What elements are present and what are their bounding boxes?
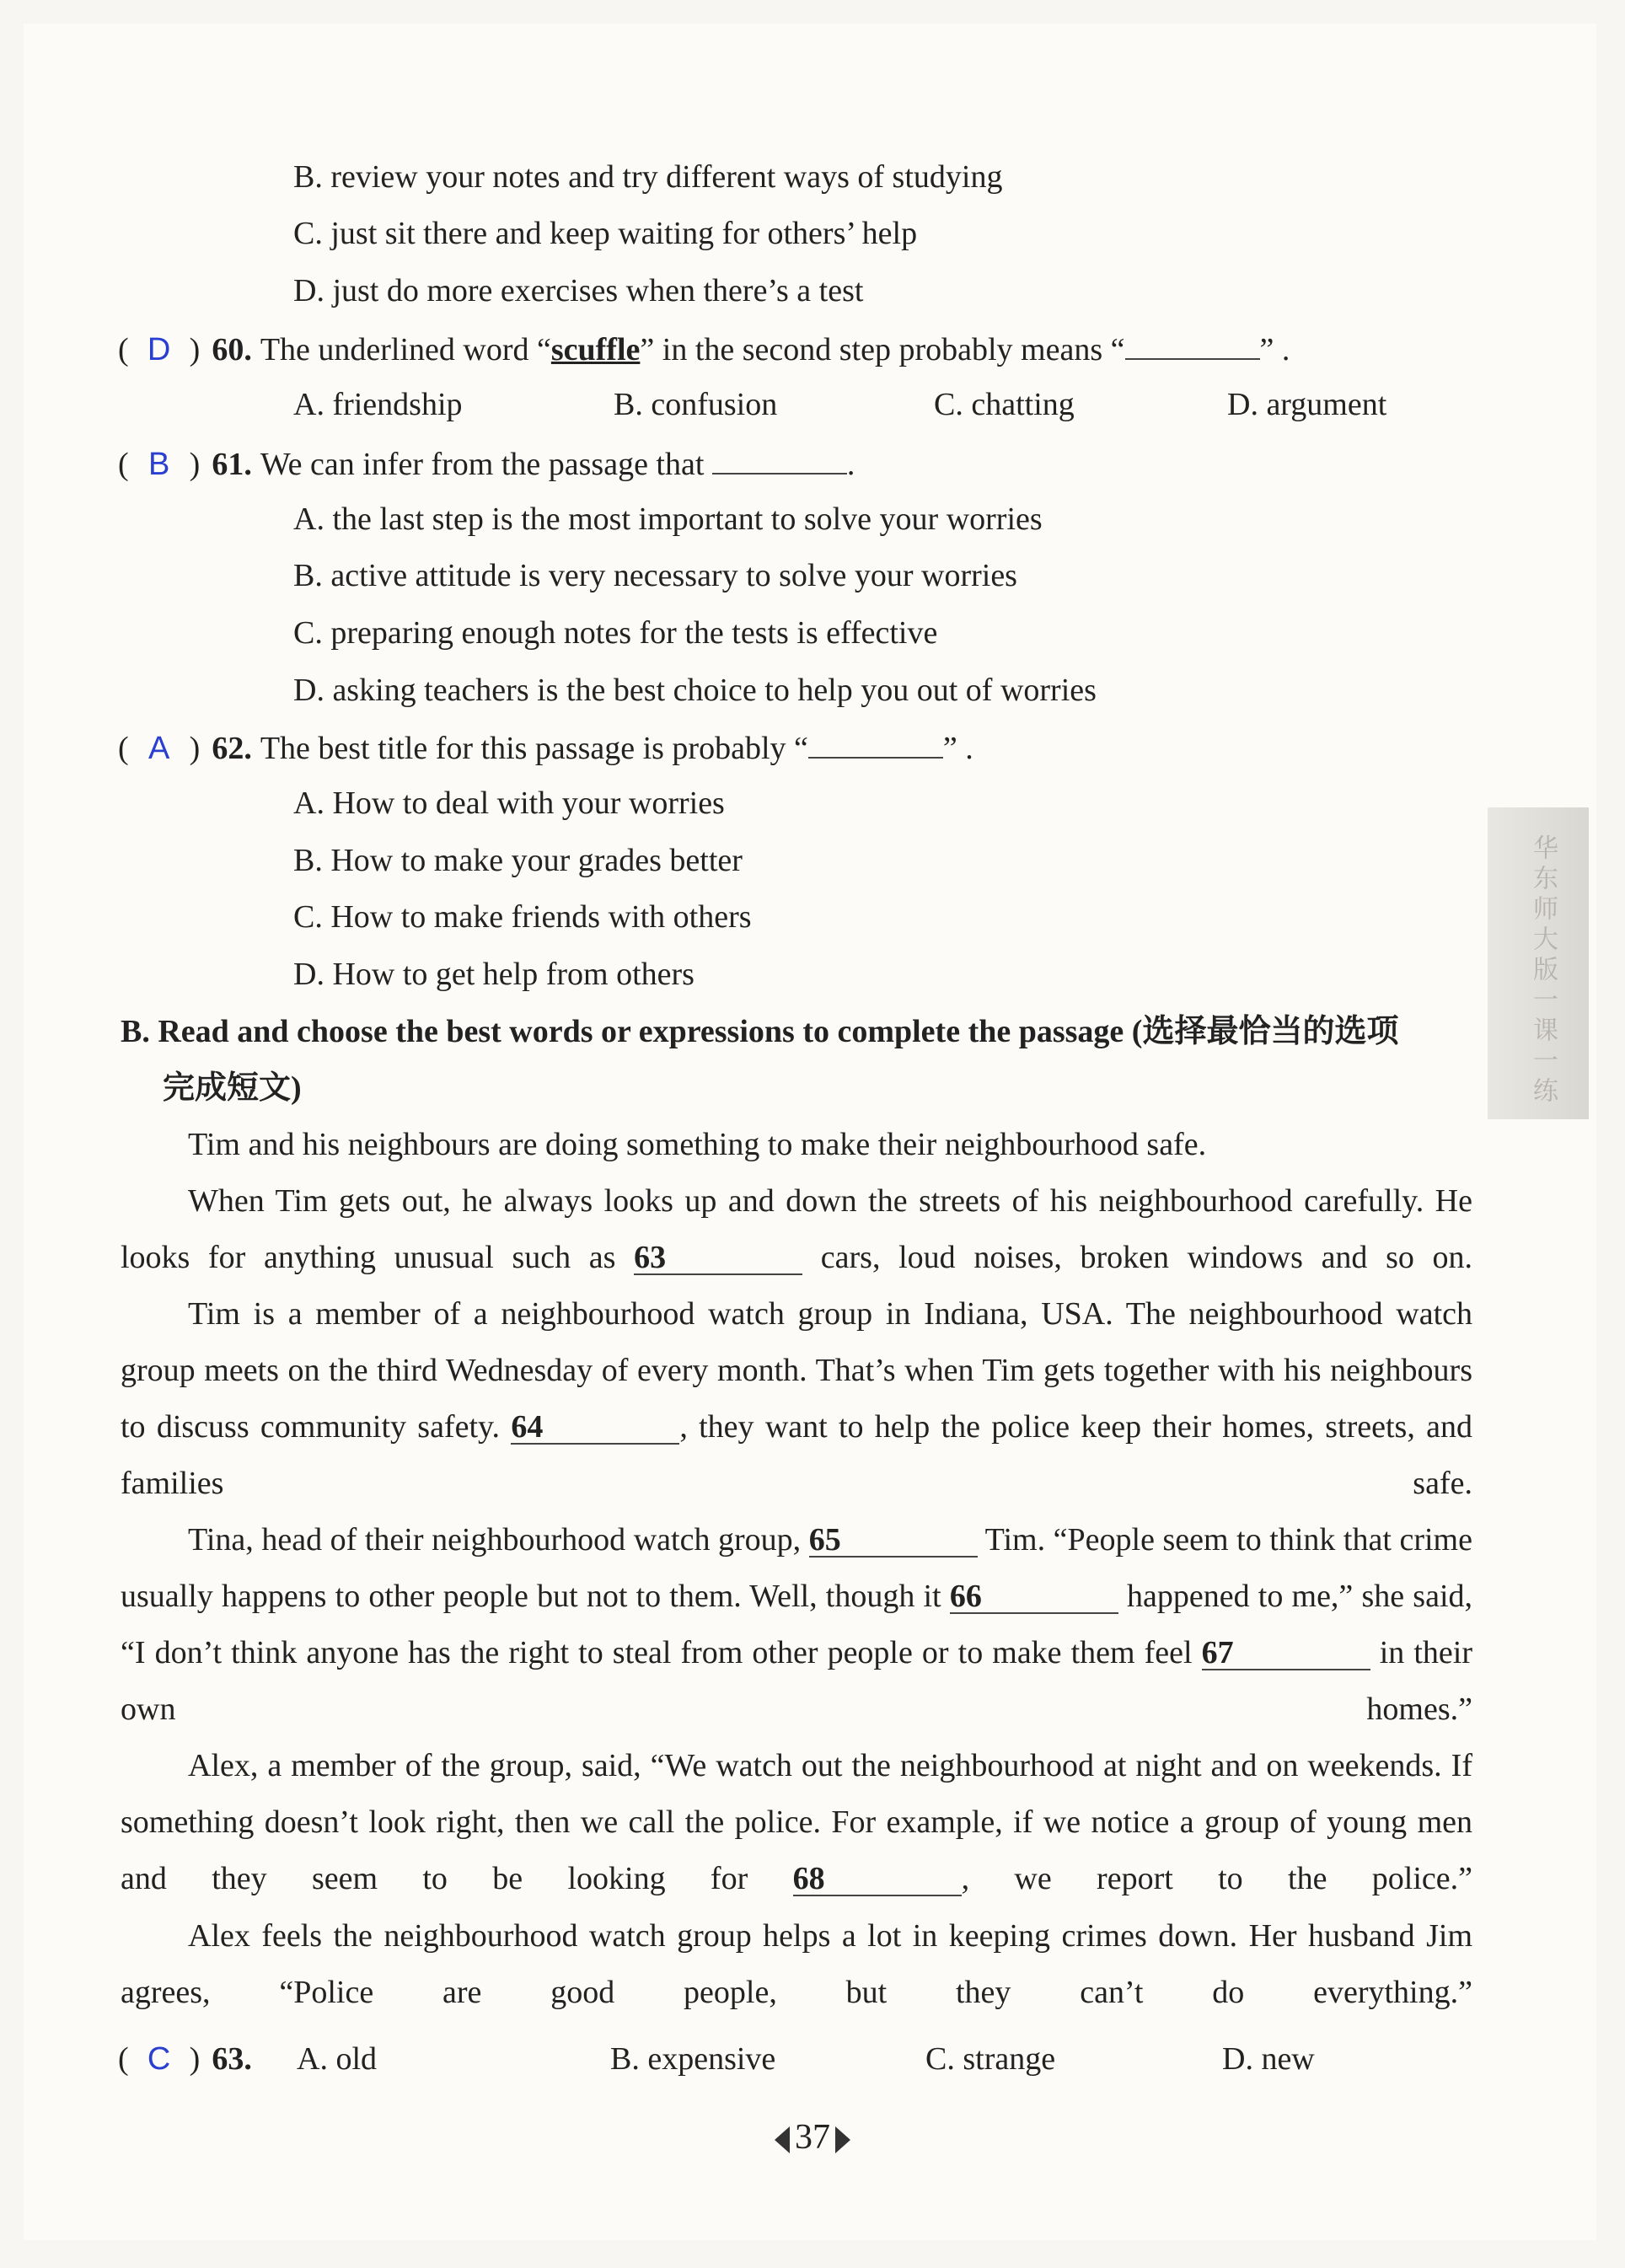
passage-paragraph-4: Tina, head of their neighbourhood watch group, 65 Tim. “People seem to think that crime usually happens to other people but not to them. Well, though it 66 happened to me,” she said, “I don’t think anyone has the right to steal from other people or to make them feel 67 in their own homes.” bbox=[121, 1522, 1473, 1727]
q62-option-a: A. How to deal with your worries bbox=[293, 785, 725, 821]
answer-63: C bbox=[147, 2041, 171, 2077]
question-62: ( A ) 62. The best title for this passage is probably “ ” . bbox=[118, 727, 973, 768]
question-number: 60. bbox=[212, 332, 252, 367]
q59-option-c: C. just sit there and keep waiting for others’ help bbox=[293, 216, 918, 251]
q61-option-d: D. asking teachers is the best choice to help you out of worries bbox=[293, 673, 1097, 708]
answer-60: D bbox=[147, 332, 171, 367]
side-label: 华东师大版一课一练 bbox=[1528, 834, 1558, 1107]
q63-option-d: D. new bbox=[1222, 2041, 1315, 2077]
q60-option-c: C. chatting bbox=[934, 387, 1075, 422]
q61-option-c: C. preparing enough notes for the tests is effective bbox=[293, 615, 938, 651]
question-number: 62. bbox=[212, 731, 252, 766]
q63-option-b: B. expensive bbox=[610, 2041, 776, 2077]
question-number: 63. bbox=[212, 2041, 252, 2077]
previous-arrow-icon bbox=[775, 2126, 790, 2153]
q63-option-c: C. strange bbox=[925, 2041, 1056, 2077]
blank-68: 68 bbox=[793, 1863, 962, 1896]
answer-61: B bbox=[147, 447, 170, 482]
passage-paragraph-6: Alex feels the neighbourhood watch group helps a lot in keeping crimes down. Her husband Jim agrees, “Police are good people, but they can’t do everything.” bbox=[121, 1918, 1472, 2010]
answer-blank bbox=[1125, 328, 1260, 360]
underlined-word: scuffle bbox=[550, 332, 641, 367]
q62-option-c: C. How to make friends with others bbox=[293, 899, 752, 935]
answer-62: A bbox=[147, 731, 170, 766]
q60-option-b: B. confusion bbox=[614, 387, 778, 422]
answer-blank bbox=[808, 727, 943, 759]
blank-65: 65 bbox=[809, 1524, 978, 1558]
section-b-title: B. Read and choose the best words or expressions to complete the passage (选择最恰当的选项 bbox=[121, 1014, 1399, 1049]
question-63: ( C ) 63. bbox=[118, 2041, 252, 2077]
question-60: ( D ) 60. The underlined word “scuffle” in the second step probably means “ ” . bbox=[118, 328, 1290, 369]
blank-66: 66 bbox=[950, 1580, 1118, 1614]
page-number: 37 bbox=[795, 2118, 830, 2157]
q61-option-b: B. active attitude is very necessary to solve your worries bbox=[293, 558, 1017, 593]
passage-paragraph-5: Alex, a member of the group, said, “We watch out the neighbourhood at night and on weekends. If something doesn’t look right, then we call the police. For example, if we notice a group of young men and they seem to be looking for 68 , we report to the police.” bbox=[121, 1748, 1472, 1896]
q59-option-b: B. review your notes and try different ways of studying bbox=[293, 159, 1003, 195]
section-b-heading bbox=[121, 1004, 1472, 1117]
next-arrow-icon bbox=[835, 2126, 850, 2153]
passage-paragraph-3: Tim is a member of a neighbourhood watch group in Indiana, USA. The neighbourhood watch group meets on the third Wednesday of every month. That’s when Tim gets together with his neighbours to discuss community safety. 64 , they want to help the police keep their homes, streets, and families safe. bbox=[121, 1296, 1472, 1501]
q63-option-a: A. old bbox=[297, 2041, 377, 2077]
q61-option-a: A. the last step is the most important to solve your worries bbox=[293, 501, 1043, 537]
page-number-footer bbox=[0, 2117, 1625, 2158]
passage-paragraph-2: When Tim gets out, he always looks up and down the streets of his neighbourhood carefully. He looks for anything unusual such as 63 cars, loud noises, broken windows and so on. bbox=[121, 1183, 1473, 1275]
q60-option-d: D. argument bbox=[1227, 387, 1387, 422]
section-b-title-cont: 完成短文) bbox=[163, 1070, 302, 1106]
question-number: 61. bbox=[212, 447, 252, 482]
blank-67: 67 bbox=[1202, 1637, 1370, 1670]
blank-64: 64 bbox=[511, 1411, 679, 1445]
passage-paragraph-1: Tim and his neighbours are doing something to make their neighbourhood safe. bbox=[188, 1127, 1207, 1162]
q62-option-d: D. How to get help from others bbox=[293, 957, 695, 992]
q60-option-a: A. friendship bbox=[293, 387, 463, 422]
q62-option-b: B. How to make your grades better bbox=[293, 843, 743, 878]
q59-option-d: D. just do more exercises when there’s a test bbox=[293, 273, 864, 308]
question-61: ( B ) 61. We can infer from the passage that . bbox=[118, 442, 855, 484]
answer-blank bbox=[712, 442, 847, 475]
blank-63: 63 bbox=[634, 1241, 802, 1275]
